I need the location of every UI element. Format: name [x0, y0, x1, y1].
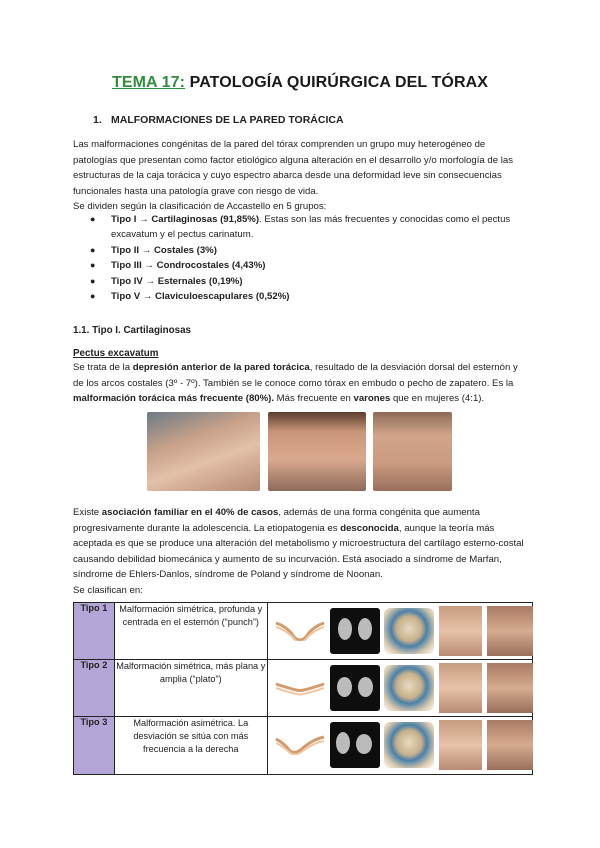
ct-scan-image: [330, 665, 380, 711]
group-note: . Estas son las más frecuentes y conocidas como el pectus excavatum y el pectus carinatum.: [111, 214, 511, 241]
text-run-bold: desconocida: [340, 522, 399, 534]
sternum-diagram: [274, 676, 326, 698]
clinical-photo: [439, 606, 482, 656]
sternum-diagram: [274, 733, 326, 755]
text-run-bold: varones: [353, 393, 391, 405]
images-cell: [267, 603, 532, 660]
images-cell: [267, 717, 532, 775]
images-cell: [267, 660, 532, 717]
bullet-icon: ●: [90, 214, 96, 224]
description-cell: Malformación simétrica, más plana y amplia (“plato”): [114, 660, 267, 717]
clinical-photo: [439, 663, 482, 713]
intro-paragraph: [73, 137, 531, 215]
groups-list: [88, 212, 556, 304]
ct-scan-image: [330, 722, 380, 768]
subsection-heading: 1.1. Tipo I. Cartilaginosas: [73, 325, 191, 336]
thumbnail-strip: [268, 717, 535, 774]
list-item: [88, 243, 556, 258]
section-1-heading: [93, 114, 344, 126]
section-1-number: 1.: [93, 114, 102, 126]
tipo-cell: Tipo 3: [74, 717, 115, 775]
pectus-excavatum-heading: Pectus excavatum: [73, 348, 159, 359]
sternum-diagram: [274, 619, 326, 641]
clinical-photo: [487, 663, 533, 713]
etiology-paragraph: [73, 505, 531, 599]
group-label: Tipo IV → Esternales (0,19%): [111, 275, 243, 287]
thumbnail-strip: [268, 603, 535, 659]
thumbnail-strip: [268, 660, 535, 716]
text-run: Se trata de la: [73, 362, 133, 373]
description-cell: Malformación asimétrica. La desviación se sitúa con más frecuencia a la derecha: [114, 717, 267, 775]
description-cell: Malformación simétrica, profunda y centrada en el esternón (“punch”): [114, 603, 267, 660]
bullet-icon: ●: [90, 260, 96, 271]
title-text: PATOLOGÍA QUIRÚRGICA DEL TÓRAX: [185, 74, 489, 91]
text-run-bold: depresión anterior de la pared torácica: [132, 362, 310, 373]
3d-reconstruction-image: [384, 608, 434, 654]
patient-photo-3: [373, 412, 452, 491]
text-run-bold: malformación torácica más frecuente (80%).: [73, 393, 275, 405]
clinical-photo: [487, 720, 533, 770]
clinical-photo: [487, 606, 533, 656]
text-run: Se clasifican en:: [73, 584, 143, 596]
text-run: , además de una forma congénita que aumenta progresivamente durante la adolescencia. La etiopatogenia es: [73, 507, 480, 534]
text-run: , resultado de la desviación dorsal del esternón y de los arcos costales (3º - 7º). También se le conoce como tórax en embudo o pecho de zapatero. Es la: [73, 362, 518, 389]
clinical-photo: [439, 720, 482, 770]
groups-intro: Se dividen según la clasificación de Accastello en 5 grupos:: [73, 201, 327, 213]
pectus-paragraph: [73, 360, 531, 407]
text-run: , aunque la teoría más aceptada es que se produce una alteración del metabolismo y microestructura del cartílago esterno-costal causando debilidad biomecánica y aumento de su incurvación. Está asociado a síndrome de Marfan, síndrome de Ehlers-Danlos, síndrome de Poland y síndrome de Noonan.: [73, 522, 524, 581]
list-item: [88, 274, 556, 289]
text-run-bold: asociación familiar en el 40% de casos: [101, 507, 279, 518]
list-item: [88, 289, 556, 304]
3d-reconstruction-image: [384, 665, 434, 711]
tipo-cell: Tipo 1: [74, 603, 115, 660]
patient-photo-1: [147, 412, 260, 491]
table-row: [74, 660, 533, 717]
ct-scan-image: [330, 608, 380, 654]
list-item: [88, 258, 556, 273]
3d-reconstruction-image: [384, 722, 434, 768]
text-run: que en mujeres (4:1).: [390, 393, 485, 405]
bullet-icon: ●: [90, 275, 96, 286]
intro-text: Las malformaciones congénitas de la pared del tórax comprenden un grupo muy heterogéneo de patologías que presentan como factor etiológico alguna alteración en el desarrollo y/o morfología de las estructuras de la caja torácica y cuyo espectro abarca desde una deformidad leve sin consecuencias funcionales hasta una patología grave con riesgo de vida.: [73, 139, 513, 197]
types-table: [73, 602, 533, 775]
list-item: [88, 212, 556, 243]
bullet-icon: ●: [90, 291, 96, 302]
table-row: [74, 717, 533, 775]
patient-photo-2: [268, 412, 366, 491]
group-label: Tipo II → Costales (3%): [111, 244, 217, 256]
tipo-cell: Tipo 2: [74, 660, 115, 717]
page-title: [0, 74, 600, 92]
text-run: Más frecuente en: [274, 393, 354, 405]
title-tema: TEMA 17:: [111, 74, 186, 91]
section-1-title: MALFORMACIONES DE LA PARED TORÁCICA: [111, 114, 344, 126]
group-label: Tipo III → Condrocostales (4,43%): [111, 260, 266, 272]
bullet-icon: ●: [90, 244, 96, 255]
group-label: Tipo I → Cartilaginosas (91,85%): [111, 214, 260, 225]
group-label: Tipo V → Claviculoescapulares (0,52%): [111, 291, 290, 303]
text-run: Existe: [73, 507, 102, 518]
table-row: [74, 603, 533, 660]
